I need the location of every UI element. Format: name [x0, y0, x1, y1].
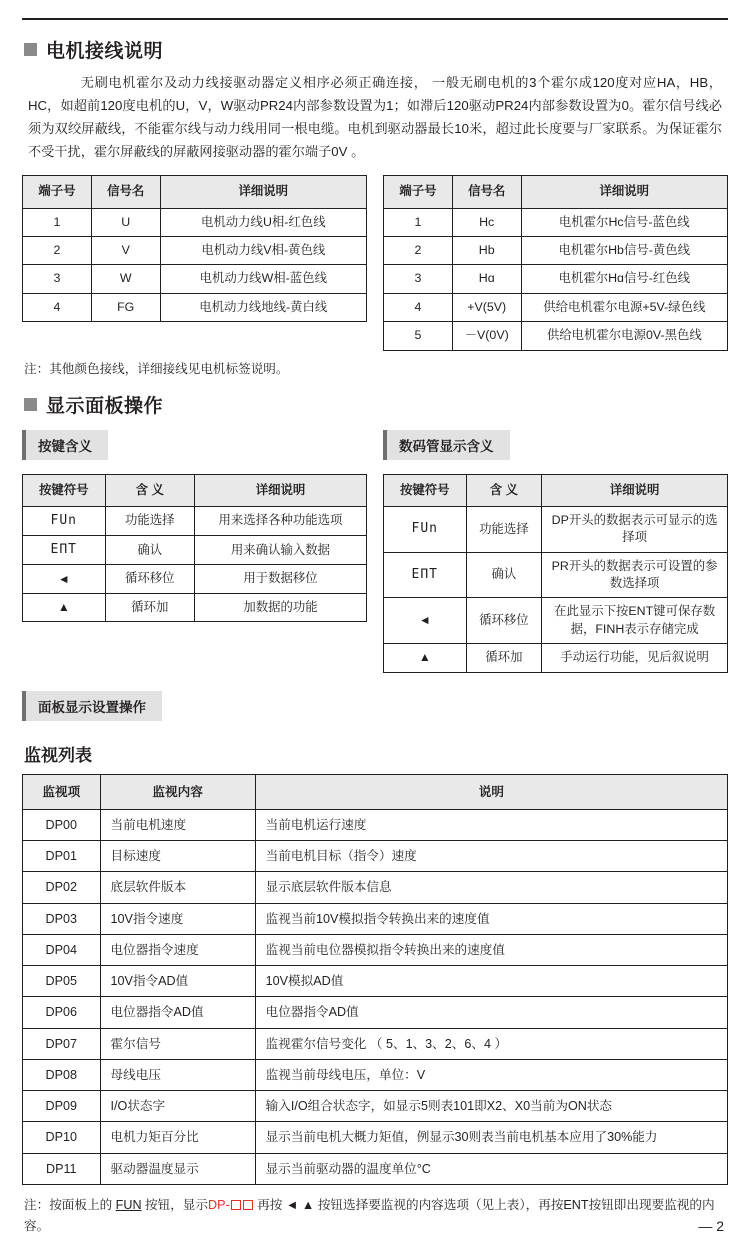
panel-tables-row — [22, 474, 728, 673]
key-symbol-ent: EΠT — [384, 552, 467, 598]
cell-desc: 显示当前电机大概力矩值，例显示30则表当前电机基本应用了30%能力 — [255, 1122, 727, 1153]
cell-desc: PR开头的数据表示可设置的参数选择项 — [542, 552, 728, 598]
table-row — [23, 809, 728, 840]
col-monitor-content: 监视内容 — [100, 774, 255, 809]
table-row — [384, 644, 728, 672]
col-meaning: 含 义 — [105, 474, 194, 506]
cell-item: DP03 — [23, 903, 101, 934]
digit-meaning-table — [383, 474, 728, 673]
section1-paragraph — [28, 71, 722, 163]
cell-desc: 当前电机运行速度 — [255, 809, 727, 840]
cell-meaning: 确认 — [105, 536, 194, 565]
placeholder-box-icon — [231, 1200, 241, 1210]
table-row — [23, 1122, 728, 1153]
cell-signal: Hɑ — [452, 265, 521, 293]
wiring-tables — [22, 175, 728, 350]
col-description: 详细说明 — [542, 474, 728, 506]
cell-content: 电位器指令AD值 — [100, 997, 255, 1028]
table-row — [23, 841, 728, 872]
cell-desc: 在此显示下按ENT键可保存数据，FINH表示存储完成 — [542, 598, 728, 644]
cell-meaning: 循环移位 — [466, 598, 542, 644]
cell-content: 目标速度 — [100, 841, 255, 872]
col-terminal-no: 端子号 — [384, 176, 453, 208]
table-row — [23, 1091, 728, 1122]
cell-content: 10V指令AD值 — [100, 966, 255, 997]
cell-desc: 手动运行功能，见后叙说明 — [542, 644, 728, 672]
hall-wiring-table — [383, 175, 728, 350]
cell-terminal: 3 — [23, 265, 92, 293]
col-terminal-no: 端子号 — [23, 176, 92, 208]
col-meaning: 含 义 — [466, 474, 542, 506]
cell-terminal: 4 — [384, 293, 453, 321]
panel-display-settings-tag: 面板显示设置操作 — [22, 691, 162, 721]
key-table-column — [22, 474, 367, 673]
power-wiring-column — [22, 175, 367, 350]
col-signal-name: 信号名 — [452, 176, 521, 208]
cell-meaning: 循环移位 — [105, 565, 194, 593]
cell-signal: －V(0V) — [452, 322, 521, 350]
col-monitor-item: 监视项 — [23, 774, 101, 809]
page-number: — 2 — [698, 1217, 724, 1234]
cell-desc: 供给电机霍尔电源0V-黑色线 — [521, 322, 727, 350]
panel-tags-row — [22, 426, 728, 468]
table-row — [384, 237, 728, 265]
cell-item: DP06 — [23, 997, 101, 1028]
footnote-dp-code: DP- — [208, 1197, 230, 1212]
cell-desc: 监视当前母线电压，单位：V — [255, 1059, 727, 1090]
cell-desc: 用来确认输入数据 — [194, 536, 366, 565]
table-row — [23, 966, 728, 997]
table-row — [384, 552, 728, 598]
cell-desc: 监视当前10V模拟指令转换出来的速度值 — [255, 903, 727, 934]
table-row — [23, 208, 367, 236]
table-row — [23, 507, 367, 536]
cell-terminal: 4 — [23, 293, 92, 321]
cell-desc: 电机霍尔Hb信号-黄色线 — [521, 237, 727, 265]
section1-paragraph-text: 无刷电机霍尔及动力线接驱动器定义相序必须正确连接， 一般无刷电机的3个霍尔成120度对应HA，HB，HC，如超前120度电机的U，V，W驱动PR24内部参数设置为1；如滞后120驱动PR24内部参数设置为0。霍尔信号线必须为双绞屏蔽线，不能霍尔线与动力线用同一根电缆。电机到驱动器最长10米，超过此长度要与厂家联系。为保证霍尔不受干扰，霍尔屏蔽线的屏蔽网接驱动器的霍尔端子0V 。 — [28, 75, 722, 160]
cell-desc: 当前电机目标（指令）速度 — [255, 841, 727, 872]
cell-terminal: 1 — [23, 208, 92, 236]
table-row — [384, 265, 728, 293]
key-meaning-column — [22, 426, 367, 468]
digit-table-column — [383, 474, 728, 673]
cell-desc: DP开头的数据表示可显示的选择项 — [542, 507, 728, 553]
cell-desc: 电机动力线V相-黄色线 — [160, 237, 366, 265]
table-row — [23, 997, 728, 1028]
col-key-symbol: 按键符号 — [384, 474, 467, 506]
section1-note: 注：其他颜色接线，详细接线见电机标签说明。 — [24, 361, 289, 376]
cell-desc: 电机动力线W相-蓝色线 — [160, 265, 366, 293]
cell-item: DP01 — [23, 841, 101, 872]
cell-meaning: 功能选择 — [105, 507, 194, 536]
cell-item: DP08 — [23, 1059, 101, 1090]
cell-content: 电位器指令速度 — [100, 934, 255, 965]
cell-item: DP02 — [23, 872, 101, 903]
square-bullet-icon — [24, 398, 37, 411]
table-header-row — [23, 176, 367, 208]
cell-content: 当前电机速度 — [100, 809, 255, 840]
cell-desc: 用于数据移位 — [194, 565, 366, 593]
cell-meaning: 功能选择 — [466, 507, 542, 553]
cell-desc: 电机动力线U相-红色线 — [160, 208, 366, 236]
table-header-row — [384, 474, 728, 506]
col-description: 详细说明 — [160, 176, 366, 208]
table-row — [23, 934, 728, 965]
placeholder-box-icon — [243, 1200, 253, 1210]
cell-signal: Hc — [452, 208, 521, 236]
digit-meaning-tag: 数码管显示含义 — [383, 430, 510, 460]
top-rule — [22, 18, 728, 20]
col-description: 详细说明 — [521, 176, 727, 208]
table-row — [23, 237, 367, 265]
cell-meaning: 确认 — [466, 552, 542, 598]
cell-item: DP09 — [23, 1091, 101, 1122]
table-row — [23, 1059, 728, 1090]
key-meaning-table — [22, 474, 367, 622]
section-heading-motor-wiring — [24, 36, 728, 63]
cell-desc: 电机霍尔Hɑ信号-红色线 — [521, 265, 727, 293]
cell-desc: 电位器指令AD值 — [255, 997, 727, 1028]
square-bullet-icon — [24, 43, 37, 56]
table-row — [384, 293, 728, 321]
cell-content: 驱动器温度显示 — [100, 1153, 255, 1184]
cell-content: 电机力矩百分比 — [100, 1122, 255, 1153]
cell-content: 10V指令速度 — [100, 903, 255, 934]
table-row — [384, 507, 728, 553]
key-meaning-tag: 按键含义 — [22, 430, 108, 460]
cell-content: 母线电压 — [100, 1059, 255, 1090]
table-row — [23, 265, 367, 293]
cell-content: I/O状态字 — [100, 1091, 255, 1122]
cell-signal: W — [91, 265, 160, 293]
cell-desc: 输入I/O组合状态字，如显示5则表101即X2、X0当前为ON状态 — [255, 1091, 727, 1122]
table-row — [23, 1028, 728, 1059]
table-row — [23, 565, 367, 593]
cell-desc: 电机动力线地线-黄白线 — [160, 293, 366, 321]
cell-desc: 监视霍尔信号变化 （ 5、1、3、2、6、4 ） — [255, 1028, 727, 1059]
footnote-fun-key: FUN — [115, 1197, 142, 1212]
table-header-row — [384, 176, 728, 208]
cell-content: 霍尔信号 — [100, 1028, 255, 1059]
table-header-row — [23, 774, 728, 809]
section-heading-panel-operation — [24, 391, 728, 418]
cell-desc: 10V模拟AD值 — [255, 966, 727, 997]
panel-display-settings-block — [22, 687, 728, 1238]
table-row — [23, 903, 728, 934]
cell-signal: U — [91, 208, 160, 236]
cell-desc: 加数据的功能 — [194, 593, 366, 621]
cell-item: DP07 — [23, 1028, 101, 1059]
cell-desc: 用来选择各种功能选项 — [194, 507, 366, 536]
cell-item: DP11 — [23, 1153, 101, 1184]
cell-meaning: 循环加 — [466, 644, 542, 672]
cell-terminal: 5 — [384, 322, 453, 350]
digit-meaning-column — [383, 426, 728, 468]
cell-item: DP00 — [23, 809, 101, 840]
key-symbol-fun: FUn — [384, 507, 467, 553]
table-row — [384, 598, 728, 644]
table-row — [384, 208, 728, 236]
cell-terminal: 3 — [384, 265, 453, 293]
table-row — [384, 322, 728, 350]
key-symbol-up-arrow-icon: ▲ — [23, 593, 106, 621]
cell-content: 底层软件版本 — [100, 872, 255, 903]
cell-meaning: 循环加 — [105, 593, 194, 621]
cell-terminal: 1 — [384, 208, 453, 236]
footnote-part5: 再按 ◄ ▲ 按钮选择要监视的内容选项（见上表），再按ENT按钮即出现要监视的内容。 — [24, 1197, 715, 1234]
cell-terminal: 2 — [23, 237, 92, 265]
key-symbol-left-arrow-icon: ◄ — [23, 565, 106, 593]
table-header-row — [23, 474, 367, 506]
table-row — [23, 293, 367, 321]
col-monitor-description: 说明 — [255, 774, 727, 809]
table-row — [23, 872, 728, 903]
cell-desc: 电机霍尔Hc信号-蓝色线 — [521, 208, 727, 236]
cell-signal: V — [91, 237, 160, 265]
cell-terminal: 2 — [384, 237, 453, 265]
cell-signal: Hb — [452, 237, 521, 265]
col-key-symbol: 按键符号 — [23, 474, 106, 506]
monitor-list-table — [22, 774, 728, 1185]
cell-signal: +V(5V) — [452, 293, 521, 321]
monitor-list-title: 监视列表 — [24, 745, 92, 765]
power-wiring-table — [22, 175, 367, 322]
cell-signal: FG — [91, 293, 160, 321]
cell-item: DP05 — [23, 966, 101, 997]
monitor-list-footnote — [24, 1195, 726, 1238]
section2-title: 显示面板操作 — [46, 395, 164, 417]
key-symbol-fun: FUn — [23, 507, 106, 536]
footnote-part1: 注：按面板上的 — [24, 1197, 116, 1212]
cell-desc: 供给电机霍尔电源+5V-绿色线 — [521, 293, 727, 321]
cell-desc: 显示底层软件版本信息 — [255, 872, 727, 903]
footnote-part3: 按钮，显示 — [141, 1197, 209, 1212]
key-symbol-left-arrow-icon: ◄ — [384, 598, 467, 644]
table-row — [23, 593, 367, 621]
cell-desc: 显示当前驱动器的温度单位°C — [255, 1153, 727, 1184]
col-signal-name: 信号名 — [91, 176, 160, 208]
cell-desc: 监视当前电位器模拟指令转换出来的速度值 — [255, 934, 727, 965]
table-row — [23, 1153, 728, 1184]
key-symbol-up-arrow-icon: ▲ — [384, 644, 467, 672]
cell-item: DP04 — [23, 934, 101, 965]
table-row — [23, 536, 367, 565]
cell-item: DP10 — [23, 1122, 101, 1153]
section1-title: 电机接线说明 — [46, 41, 164, 62]
key-symbol-ent: EΠT — [23, 536, 106, 565]
col-description: 详细说明 — [194, 474, 366, 506]
hall-wiring-column — [383, 175, 728, 350]
